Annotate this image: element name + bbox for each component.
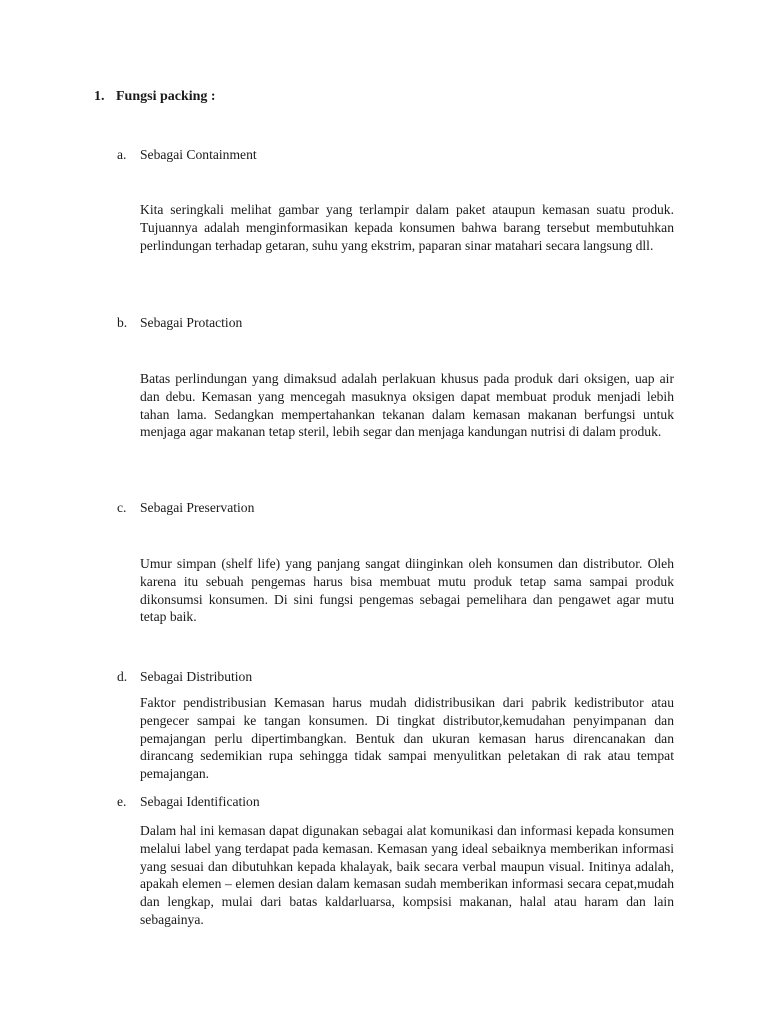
item-letter: e. xyxy=(117,794,127,809)
item-title: Sebagai Distribution xyxy=(140,669,253,684)
item-label-preservation xyxy=(117,499,254,517)
item-title: Sebagai Identification xyxy=(140,794,260,809)
section-number: 1. xyxy=(94,89,105,104)
item-label-distribution xyxy=(117,668,252,686)
paragraph-identification: Dalam hal ini kemasan dapat digunakan sebagai alat komunikasi dan informasi kepada konsumen melalui label yang terdapat pada kemasan. Kemasan yang ideal sebaiknya memberikan informasi yang sesuai dan dibutuhkan kepada khalayak, baik secara verbal maupun visual. Initinya adalah, apakah elemen – elemen desian dalam kemasan sudah memberikan informasi secara cepat,mudah dan lengkap, mulai dari batas kaldarluarsa, kompsisi makanan, halal atau haram dan lain sebagainya. xyxy=(140,823,674,927)
item-letter: d. xyxy=(117,669,128,684)
item-title: Sebagai Containment xyxy=(140,147,257,162)
item-label-identification xyxy=(117,793,260,811)
item-title: Sebagai Preservation xyxy=(140,500,255,515)
item-letter: b. xyxy=(117,315,128,330)
section-heading xyxy=(94,88,216,106)
paragraph-protection: Batas perlindungan yang dimaksud adalah perlakuan khusus pada produk dari oksigen, uap air dan debu. Kemasan yang mencegah masuknya oksigen dapat membuat produk menjadi lebih tahan lama. Sedangkan mempertahankan tekanan dalam kemasan makanan berfungsi untuk menjaga agar makanan tetap steril, lebih segar dan menjaga kandungan nutrisi di dalam produk. xyxy=(140,371,674,440)
section-title: Fungsi packing : xyxy=(116,89,216,104)
item-title: Sebagai Protaction xyxy=(140,315,243,330)
item-label-protection xyxy=(117,314,242,332)
item-letter: c. xyxy=(117,500,127,515)
item-letter: a. xyxy=(117,147,127,162)
paragraph-preservation: Umur simpan (shelf life) yang panjang sangat diinginkan oleh konsumen dan distributor. Oleh karena itu sebuah pengemas harus bisa membuat mutu produk tetap sama sampai produk dikonsumsi konsumen. Di sini fungsi pengemas sebagai pemelihara dan pengawet agar mutu tetap baik. xyxy=(140,556,674,625)
paragraph-containment: Kita seringkali melihat gambar yang terlampir dalam paket ataupun kemasan suatu produk. Tujuannya adalah menginformasikan kepada konsumen bahwa barang tersebut membutuhkan perlindungan terhadap getaran, suhu yang ekstrim, paparan sinar matahari secara langsung dll. xyxy=(140,202,674,253)
item-label-containment xyxy=(117,146,257,164)
paragraph-distribution: Faktor pendistribusian Kemasan harus mudah didistribusikan dari pabrik kedistributor atau pengecer sampai ke tangan konsumen. Di tingkat distributor,kemudahan penyimpanan dan pemajangan perlu dipertimbangkan. Bentuk dan ukuran kemasan harus direncanakan dan dirancang sedemikian rupa sehingga tidak sampai menyulitkan peletakan di rak atau tempat pemajangan. xyxy=(140,695,674,782)
